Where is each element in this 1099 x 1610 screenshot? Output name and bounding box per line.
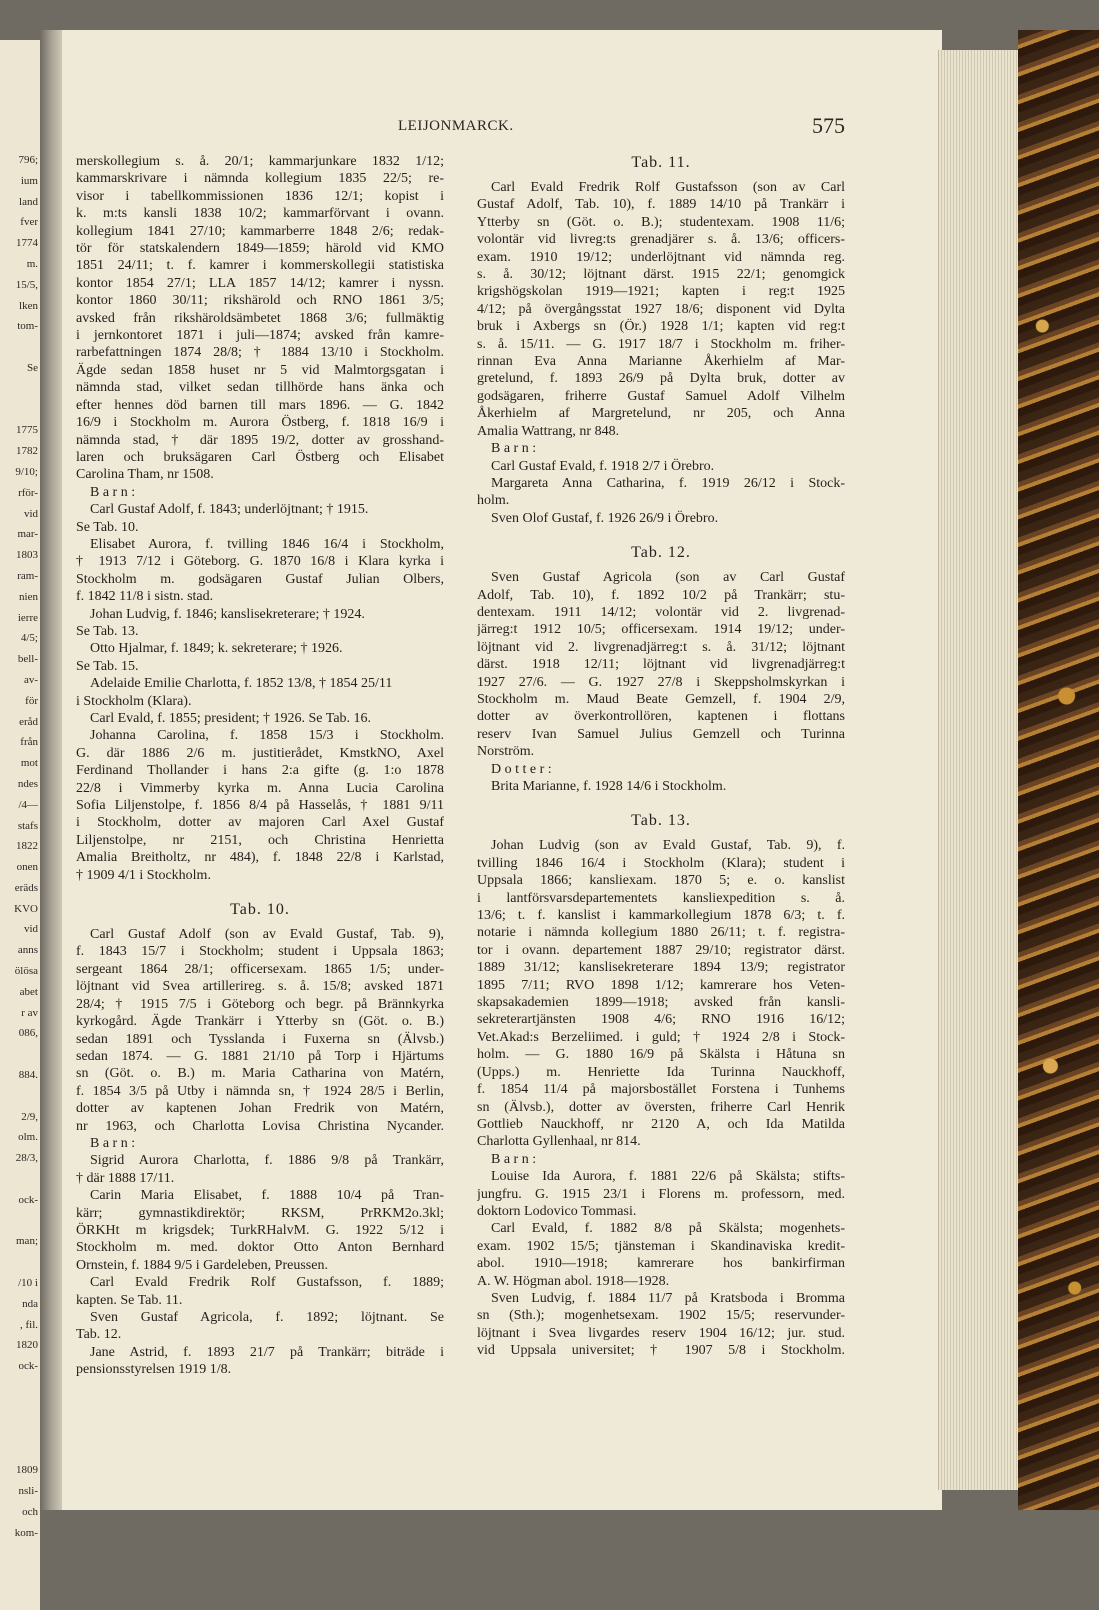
text-line: Carolina Tham, nr 1508. — [76, 467, 214, 483]
text-line: därst. 1918 12/11; löjtnant vid livgrenadjärreg:t — [477, 657, 845, 673]
text-line: Carl Gustaf Adolf, f. 1843; underlöjtnant; † 1915. — [90, 502, 369, 518]
text-line: Charlotta Gyllenhaal, nr 814. — [477, 1134, 641, 1150]
text-line: kollegium 1841 27/10; kammarberre 1848 2/6; redak- — [76, 223, 444, 239]
text-line: notarie i nämnda kollegium 1880 26/11; t. f. registra- — [477, 925, 845, 941]
text-line: efter hennes död barnen till mars 1896. — G. 1842 — [76, 397, 444, 413]
margin-fragment: land — [19, 195, 38, 208]
text-line: Tab. 12. — [76, 1327, 122, 1343]
section-heading: Tab. 11. — [631, 154, 691, 171]
margin-fragment: /4— — [18, 798, 38, 811]
section-heading: Tab. 10. — [230, 901, 290, 919]
text-line: löjtnant i Svea livgardes reserv 1904 16/12; jur. stud. — [477, 1325, 845, 1341]
margin-fragment: och — [22, 1505, 38, 1518]
margin-fragment: rför- — [18, 486, 38, 499]
text-line: Carl Evald, f. 1882 8/8 på Skälsta; mogenhets- — [491, 1221, 845, 1237]
margin-fragment — [0, 1377, 38, 1398]
margin-fragment: nien — [19, 590, 38, 603]
text-line: sedan 1874. — G. 1881 21/10 på Torp i Hjärtums — [76, 1048, 444, 1064]
margin-fragment: vid — [23, 507, 38, 520]
text-line: holm. — [477, 493, 510, 509]
text-line: kyrkogård. Ägde Trankärr i Ytterby sn (Göt. o. B.) — [76, 1014, 444, 1030]
text-line: Sven Gustaf Agricola, f. 1892; löjtnant. Se — [90, 1310, 444, 1325]
text-line: s. å. 30/12; löjtnant därst. 1915 22/1; genomgick — [477, 267, 845, 283]
marbled-binding — [1018, 30, 1099, 1510]
text-line: k. m:ts kansli 1838 10/2; kammarförvant i ovann. — [76, 206, 444, 222]
text-line: Stockholm m. godsägaren Gustaf Julian Olbers, — [76, 571, 444, 587]
margin-fragment: 1774 — [16, 237, 38, 250]
text-line: 16/9 i Stockholm m. Aurora Östberg, f. 1818 16/9 i — [76, 415, 444, 431]
text-line: Carl Evald Fredrik Rolf Gustafsson, f. 1889; — [90, 1275, 444, 1291]
text-line: Carl Gustaf Adolf (son av Evald Gustaf, Tab. 9), — [90, 927, 444, 943]
text-line: volontär vid livreg:ts grenadjärer s. å. 13/6; officers- — [477, 232, 845, 248]
text-line: B a r n : — [491, 441, 537, 457]
margin-fragment: för — [25, 694, 38, 707]
text-line: 4/12; på övergångsstat 1927 18/6; disponent vid Dylta — [477, 301, 845, 317]
text-line: G. där 1886 2/6 m. justitierådet, KmstkNO, Axel — [76, 745, 444, 761]
text-line: sedan 1891 och Tysslanda i Fuxerna sn (Älvsb.) — [76, 1031, 444, 1047]
margin-fragment: kom- — [14, 1526, 38, 1539]
text-line: B a r n : — [491, 1151, 537, 1167]
margin-fragment: 4/5; — [20, 632, 38, 645]
text-line: nr 1963, och Charlotta Lovisa Christina Nycander. — [76, 1118, 444, 1134]
text-line: † 1909 4/1 i Stockholm. — [76, 867, 211, 883]
running-header: LEIJONMARCK. — [398, 118, 514, 134]
text-line: dotter av överkontrollören, kaptenen i flottans — [477, 709, 845, 725]
text-line: sn (Älvsb.), dotter av översten, friherre Carl Henrik — [477, 1099, 845, 1115]
text-line: f. 1854 3/5 på Utby i nämnda sn, † 1924 28/5 i Berlin, — [76, 1083, 444, 1099]
text-line: godsägaren, friherre Gustaf Samuel Adolf Vilhelm — [477, 388, 845, 404]
margin-fragment: 796; — [18, 154, 38, 166]
text-line: bruk i Axbergs sn (Ör.) 1928 1/1; kapten vid reg:t — [477, 319, 845, 335]
text-line: Adolf, Tab. 10), f. 1892 10/2 på Trankärr; stu- — [477, 587, 845, 603]
text-line: Johanna Carolina, f. 1858 15/3 i Stockholm. — [90, 728, 444, 744]
margin-fragment: abet — [19, 985, 38, 998]
text-line: visor i tabellkommissionen 1836 12/1; kopist i — [76, 188, 444, 204]
text-line: kontor 1860 30/11; rikshärold och RNO 1861 3/5; — [76, 293, 444, 309]
text-line: Jane Astrid, f. 1893 21/7 på Trankärr; biträde i — [90, 1344, 444, 1360]
text-line: Johan Ludvig (son av Evald Gustaf, Tab. 9), f. — [491, 838, 845, 854]
text-line: 1851 24/11; t. f. kamrer i kommerskollegii statistiska — [76, 258, 444, 274]
text-line: i Stockholm (Klara). — [76, 693, 192, 709]
text-line: Louise Ida Aurora, f. 1881 22/6 på Skälsta; stifts- — [491, 1169, 845, 1185]
text-line: † 1913 7/12 i Göteborg. G. 1870 16/8 i Klara kyrka i — [76, 554, 444, 570]
margin-fragment: från — [20, 736, 38, 749]
text-line: avsked från rikshäroldsämbetet 1868 3/6; fullmäktig — [76, 310, 444, 326]
text-line: Sven Ludvig, f. 1884 11/7 på Kratsboda i Bromma — [491, 1290, 845, 1306]
text-line: kontor 1854 27/1; LLA 1857 14/12; kamrer i nyssn. — [76, 275, 444, 291]
text-line: Amalia Wattrang, nr 848. — [477, 423, 620, 439]
text-line: A. W. Högman abol. 1918—1928. — [477, 1273, 670, 1289]
margin-fragment — [0, 1211, 38, 1232]
text-line: holm. — G. 1880 16/9 på Skälsta i Håtuna sn — [477, 1047, 845, 1063]
text-line: tor i ovann. departement 1887 29/10; registrator därst. — [477, 942, 845, 958]
section-heading: Tab. 12. — [631, 544, 691, 562]
margin-fragment — [0, 1439, 38, 1460]
text-line: f. 1854 11/4 på majorsbostället Forstena i Tunhems — [477, 1082, 845, 1098]
text-line: gretelund, f. 1893 26/9 på Dylta bruk, dotter av — [477, 371, 845, 387]
margin-fragment: /10 i — [18, 1277, 38, 1290]
text-line: f. 1843 15/7 i Stockholm; student i Uppsala 1863; — [76, 944, 444, 960]
margin-fragment: 086, — [18, 1027, 38, 1040]
margin-fragment — [0, 1044, 38, 1065]
text-line: f. 1842 11/8 i sistn. stad. — [76, 589, 214, 605]
text-line: exam. 1902 15/5; tjänsteman i Skandinaviska kredit- — [477, 1238, 845, 1254]
margin-fragment: 2/9, — [21, 1110, 38, 1123]
margin-fragment: 884. — [18, 1069, 38, 1082]
margin-fragment: 1775 — [16, 424, 38, 437]
margin-fragment: mar- — [17, 528, 38, 541]
text-line: ÖRKHt m krigsdek; TurkRHalvM. G. 1922 5/12 i — [76, 1222, 444, 1238]
margin-fragment: ierre — [17, 611, 38, 624]
spacer — [477, 795, 845, 811]
text-line: Gustaf Adolf, Tab. 10), f. 1889 14/10 på Trankärr i — [477, 197, 845, 213]
margin-fragment — [0, 1169, 38, 1190]
text-line: Amalia Breitholtz, nr 484), f. 1848 22/8 i Karlstad, — [76, 850, 444, 866]
text-line: Otto Hjalmar, f. 1849; k. sekreterare; † 1926. — [90, 641, 343, 657]
text-line: B a r n : — [90, 484, 136, 500]
text-line: Ägde sedan 1858 huset nr 5 vid Malmtorgsgatan i — [76, 362, 444, 378]
text-line: Sigrid Aurora Charlotta, f. 1886 9/8 på Trankärr, — [90, 1153, 444, 1169]
margin-fragment — [0, 400, 38, 421]
text-line: jungfru. G. 1915 23/1 i Florens m. professorn, med. — [477, 1186, 845, 1202]
spacer — [477, 527, 845, 543]
text-line: Carl Gustaf Evald, f. 1918 2/7 i Örebro. — [491, 458, 715, 474]
text-line: Uppsala 1866; kansliexam. 1870 5; e. o. kanslist — [477, 873, 845, 889]
margin-fragment: eråd — [19, 715, 38, 728]
text-line: Sofia Liljenstolpe, f. 1856 8/4 på Hasselås, † 1881 9/11 — [76, 798, 444, 814]
text-line: (Upps.) m. Henriette Ida Turinna Nauckhoff, — [477, 1064, 845, 1080]
text-line: dotter av kaptenen Johan Fredrik von Matérn, — [76, 1101, 444, 1117]
text-line: Carin Maria Elisabet, f. 1888 10/4 på Tran- — [90, 1188, 444, 1204]
text-line: s. å. 15/11. — G. 1917 18/7 i Stockholm m. friher- — [477, 336, 845, 352]
text-line: doktorn Lodovico Tommasi. — [477, 1203, 637, 1219]
text-line: nämnda stad, † där 1895 19/2, dotter av grosshand- — [76, 432, 444, 448]
page-number: 575 — [812, 113, 845, 138]
text-line: i jernkontoret 1871 i juli—1874; avsked från kamre- — [76, 328, 444, 344]
text-line: nämnda stad, vilket sedan tillhörde hans änka och — [76, 380, 444, 396]
margin-fragment — [0, 1252, 38, 1273]
text-line: Stockholm m. Maud Beate Gemzell, f. 1904 2/9, — [477, 691, 845, 707]
text-line: 28/4; † 1915 7/5 i Göteborg och begr. på Brännkyrka — [76, 996, 444, 1012]
text-line: 1927 27/6. — G. 1927 27/8 i Skeppsholmskyrkan i — [477, 674, 845, 690]
text-line: Se Tab. 13. — [76, 623, 139, 639]
margin-fragment — [0, 337, 38, 358]
margin-fragment: stafs — [17, 819, 38, 832]
text-line: Liljenstolpe, nr 2151, och Christina Henrietta — [76, 832, 444, 848]
margin-fragment: nda — [22, 1297, 38, 1310]
margin-fragment: fver — [20, 216, 38, 229]
margin-fragment: olm. — [18, 1131, 38, 1144]
text-line: kammarskrivare i nämnda kollegium 1835 22/5; re- — [76, 171, 444, 187]
margin-fragment: 1822 — [16, 840, 38, 853]
text-line: tör för statskalendern 1849—1859; härold vid KMO — [76, 241, 444, 257]
text-line: pensionsstyrelsen 1919 1/8. — [76, 1362, 232, 1378]
margin-fragment: ndes — [17, 777, 38, 790]
margin-fragment: mot — [20, 757, 38, 770]
margin-fragment: man; — [16, 1235, 38, 1248]
margin-fragment: vid — [23, 923, 38, 936]
text-line: i lantförsvarsdepartementets kansliexpedition s. å. — [477, 890, 845, 906]
text-line: sn (Göt. o. B.) m. Maria Catharina von Matérn, — [76, 1066, 444, 1082]
text-line: reserv Ivan Samuel Julius Gemzell och Turinna — [477, 726, 845, 742]
margin-fragment: 15/5, — [15, 278, 38, 291]
margin-fragment: anns — [17, 944, 38, 957]
text-line: sergeant 1864 28/1; officersexam. 1865 1/5; under- — [76, 961, 444, 977]
text-line: Adelaide Emilie Charlotta, f. 1852 13/8, † 1854 25/11 — [90, 676, 393, 692]
margin-fragment: ram- — [17, 569, 38, 582]
text-line: Sven Olof Gustaf, f. 1926 26/9 i Örebro. — [491, 510, 719, 526]
text-line: sn (Sth.); mogenhetsexam. 1902 15/5; reservunder- — [477, 1308, 845, 1324]
text-line: löjtnant vid 2. livgrenadjärreg:t s. å. 31/12; löjtnant — [477, 639, 845, 655]
margin-fragment: 1782 — [16, 445, 38, 458]
text-line: sekreterartjänsten 1908 4/6; RNO 1916 16/12; — [477, 1012, 845, 1028]
text-line: rarbefattningen 1874 28/8; † 1884 13/10 i Stockholm. — [76, 345, 444, 361]
text-line: tvilling 1846 16/4 i Stockholm (Klara); student i — [477, 855, 845, 871]
text-line: abol. 1910—1918; kamrerare hos bankirfirman — [477, 1256, 845, 1272]
text-line: Se Tab. 10. — [76, 519, 139, 535]
text-line: merskollegium s. å. 20/1; kammarjunkare 1832 1/12; — [76, 154, 444, 169]
margin-fragment: r av — [21, 1006, 38, 1019]
text-line: Vet.Akad:s Berzeliimed. i guld; † 1924 2/8 i Stock- — [477, 1029, 845, 1045]
margin-fragment — [0, 379, 38, 400]
page-edges — [938, 50, 1019, 1490]
text-line: laren och bruksägaren Carl Östberg och Elisabet — [76, 449, 444, 465]
text-line: i Stockholm, dotter av majoren Carl Axel Gustaf — [76, 815, 444, 831]
margin-fragment: 28/3, — [15, 1152, 38, 1165]
margin-fragment: onen — [16, 861, 38, 874]
text-line: Carl Evald, f. 1855; president; † 1926. Se Tab. 16. — [90, 711, 372, 726]
section-heading: Tab. 13. — [631, 812, 691, 830]
text-line: Stockholm m. med. doktor Otto Anton Bernhard — [76, 1240, 444, 1256]
margin-fragment — [0, 1398, 38, 1419]
margin-fragment: 1803 — [16, 549, 38, 562]
text-line: Ornstein, f. 1884 9/5 i Gardeleben, Preussen. — [76, 1257, 328, 1273]
margin-fragment: ium — [20, 174, 38, 187]
text-line: Carl Evald Fredrik Rolf Gustafsson (son av Carl — [491, 180, 845, 195]
text-line: Brita Marianne, f. 1928 14/6 i Stockholm. — [491, 779, 727, 794]
margin-fragment: ölösa — [14, 965, 38, 978]
margin-fragment: av- — [23, 673, 38, 686]
right-column — [477, 153, 845, 1360]
text-line: Åkerhielm af Margretelund, nr 205, och Anna — [477, 406, 845, 422]
text-line: 13/6; t. f. kanslist i kammarkollegium 1878 6/3; t. f. — [477, 908, 845, 924]
margin-fragment: KVO — [14, 902, 38, 915]
margin-fragment: ock- — [18, 1360, 38, 1373]
text-line: löjtnant vid Svea artillerireg. s. å. 15/8; avsked 1871 — [76, 979, 444, 995]
text-line: exam. 1910 19/12; underlöjtnant vid nämnda reg. — [477, 249, 845, 265]
margin-fragment: tom- — [17, 320, 38, 333]
text-line: kärr; gymnastikdirektör; RKSM, PrRKM2o.3kl; — [76, 1205, 444, 1221]
text-line: † där 1888 17/11. — [76, 1170, 175, 1186]
text-line: D o t t e r : — [491, 761, 552, 777]
left-column — [76, 153, 444, 1379]
margin-fragment: nsli- — [18, 1485, 38, 1497]
margin-fragment: 9/10; — [15, 465, 38, 478]
spacer — [76, 884, 444, 900]
margin-fragment: eräds — [14, 881, 38, 894]
margin-fragment: , fil. — [19, 1318, 38, 1331]
margin-fragment: Se — [27, 361, 38, 374]
text-line: kapten. Se Tab. 11. — [76, 1292, 183, 1308]
text-line: vid Uppsala universitet; † 1907 5/8 i Stockholm. — [477, 1343, 845, 1359]
text-line: Se Tab. 15. — [76, 658, 139, 674]
text-line: Ferdinand Thollander i hans 2:a gifte (g. 1:o 1878 — [76, 763, 444, 779]
text-line: järreg:t 1912 10/5; officersexam. 1914 19/12; under- — [477, 622, 845, 638]
text-line: 1895 7/11; RVO 1898 1/12; kamrerare hos Veten- — [477, 977, 845, 993]
margin-fragment — [0, 1419, 38, 1440]
left-page-fragment — [0, 40, 40, 1610]
text-line: Gottlieb Nauckhoff, nr 2120 A, och Ida Matilda — [477, 1116, 845, 1132]
margin-fragment: bell- — [17, 653, 38, 666]
text-line: skapsakademien 1899—1918; avsked från kansli- — [477, 995, 845, 1011]
margin-fragment: lken — [19, 299, 38, 312]
margin-fragment: ock- — [18, 1193, 38, 1206]
margin-fragment: 1809 — [16, 1464, 38, 1477]
text-line: 22/8 i Vimmerby kyrka m. Anna Lucia Carolina — [76, 780, 444, 796]
text-line: B a r n : — [90, 1135, 136, 1151]
text-line: Johan Ludvig, f. 1846; kanslisekreterare; † 1924. — [90, 606, 365, 622]
text-line: Ytterby sn (Göt. o. B.); studentexam. 1908 11/6; — [477, 214, 845, 230]
text-line: Norström. — [477, 744, 535, 760]
text-line: dentexam. 1911 14/12; volontär vid 2. livgrenad- — [477, 604, 845, 620]
margin-fragment: m. — [26, 257, 38, 270]
text-line: Sven Gustaf Agricola (son av Carl Gustaf — [491, 570, 845, 586]
text-line: rinnan Eva Anna Marianne Åkerhielm af Mar- — [477, 354, 845, 370]
margin-fragment: 1820 — [16, 1339, 38, 1352]
margin-fragment — [0, 1086, 38, 1107]
text-line: 1889 31/12; kanslisekreterare 1894 13/9; registrator — [477, 960, 845, 976]
text-line: Elisabet Aurora, f. tvilling 1846 16/4 i Stockholm, — [90, 536, 444, 552]
text-line: Margareta Anna Catharina, f. 1919 26/12 i Stock- — [491, 475, 845, 491]
text-line: krigshögskolan 1919—1921; kapten i reg:t 1925 — [477, 284, 845, 300]
